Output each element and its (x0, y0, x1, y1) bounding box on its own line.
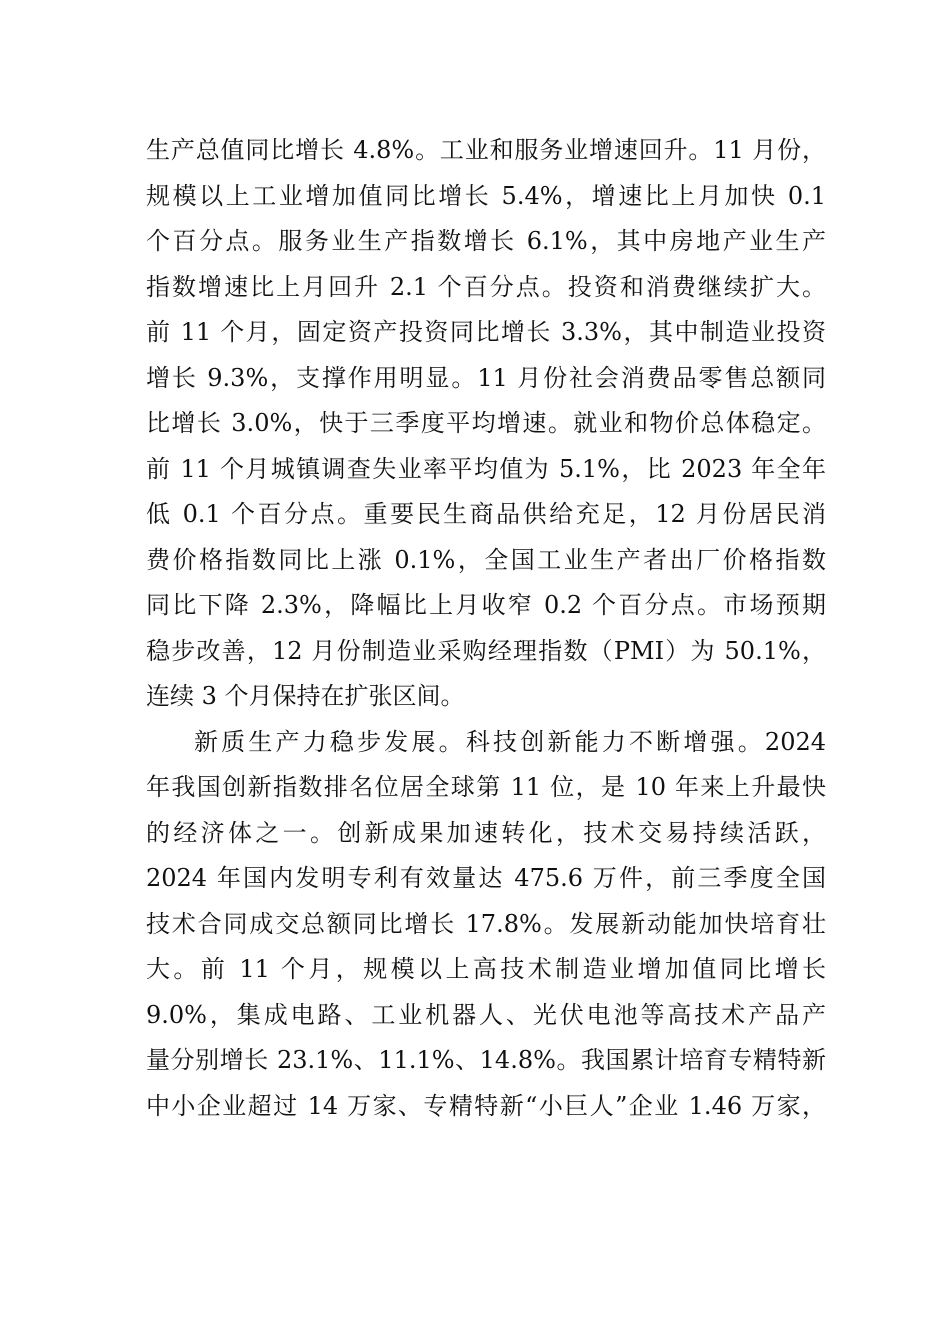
text-line: 技术合同成交总额同比增长 17.8%。发展新动能加快培育壮 (146, 909, 826, 938)
text-line: 9.0%，集成电路、工业机器人、光伏电池等高技术产品产 (146, 1000, 826, 1029)
document-body (146, 128, 826, 1129)
text-line: 前 11 个月，固定资产投资同比增长 3.3%，其中制造业投资 (146, 318, 826, 346)
text-line: 指数增速比上月回升 2.1 个百分点。投资和消费继续扩大。 (146, 272, 826, 301)
text-line: 年我国创新指数排名位居全球第 11 位，是 10 年来上升最快 (146, 773, 826, 801)
text-line: 同比下降 2.3%，降幅比上月收窄 0.2 个百分点。市场预期 (146, 591, 826, 619)
text-line: 前 11 个月城镇调查失业率平均值为 5.1%，比 2023 年全年 (146, 454, 826, 483)
text-line: 增长 9.3%，支撑作用明显。11 月份社会消费品零售总额同 (146, 363, 826, 392)
text-line: 量分别增长 23.1%、11.1%、14.8%。我国累计培育专精特新 (146, 1046, 826, 1074)
text-line: 比增长 3.0%，快于三季度平均增速。就业和物价总体稳定。 (146, 409, 826, 437)
paragraph-new-productivity (146, 720, 826, 1130)
text-line: 生产总值同比增长 4.8%。工业和服务业增速回升。11 月份， (146, 136, 826, 164)
text-line: 2024 年国内发明专利有效量达 475.6 万件，前三季度全国 (146, 864, 826, 892)
paragraph-economy-overview (146, 128, 826, 720)
text-line: 规模以上工业增加值同比增长 5.4%，增速比上月加快 0.1 (146, 181, 826, 210)
text-line: 稳步改善，12 月份制造业采购经理指数（PMI）为 50.1%， (146, 636, 826, 665)
text-line: 大。前 11 个月，规模以上高技术制造业增加值同比增长 (146, 955, 826, 983)
text-line: 低 0.1 个百分点。重要民生商品供给充足，12 月份居民消 (146, 500, 826, 528)
text-line: 中小企业超过 14 万家、专精特新“小巨人”企业 1.46 万家， (146, 1091, 826, 1120)
text-line: 的经济体之一。创新成果加速转化，技术交易持续活跃， (146, 818, 826, 847)
text-line: 个百分点。服务业生产指数增长 6.1%，其中房地产业生产 (146, 227, 826, 255)
text-line: 连续 3 个月保持在扩张区间。 (146, 682, 465, 710)
text-line: 新质生产力稳步发展。科技创新能力不断增强。2024 (194, 727, 826, 756)
text-line: 费价格指数同比上涨 0.1%，全国工业生产者出厂价格指数 (146, 545, 826, 574)
